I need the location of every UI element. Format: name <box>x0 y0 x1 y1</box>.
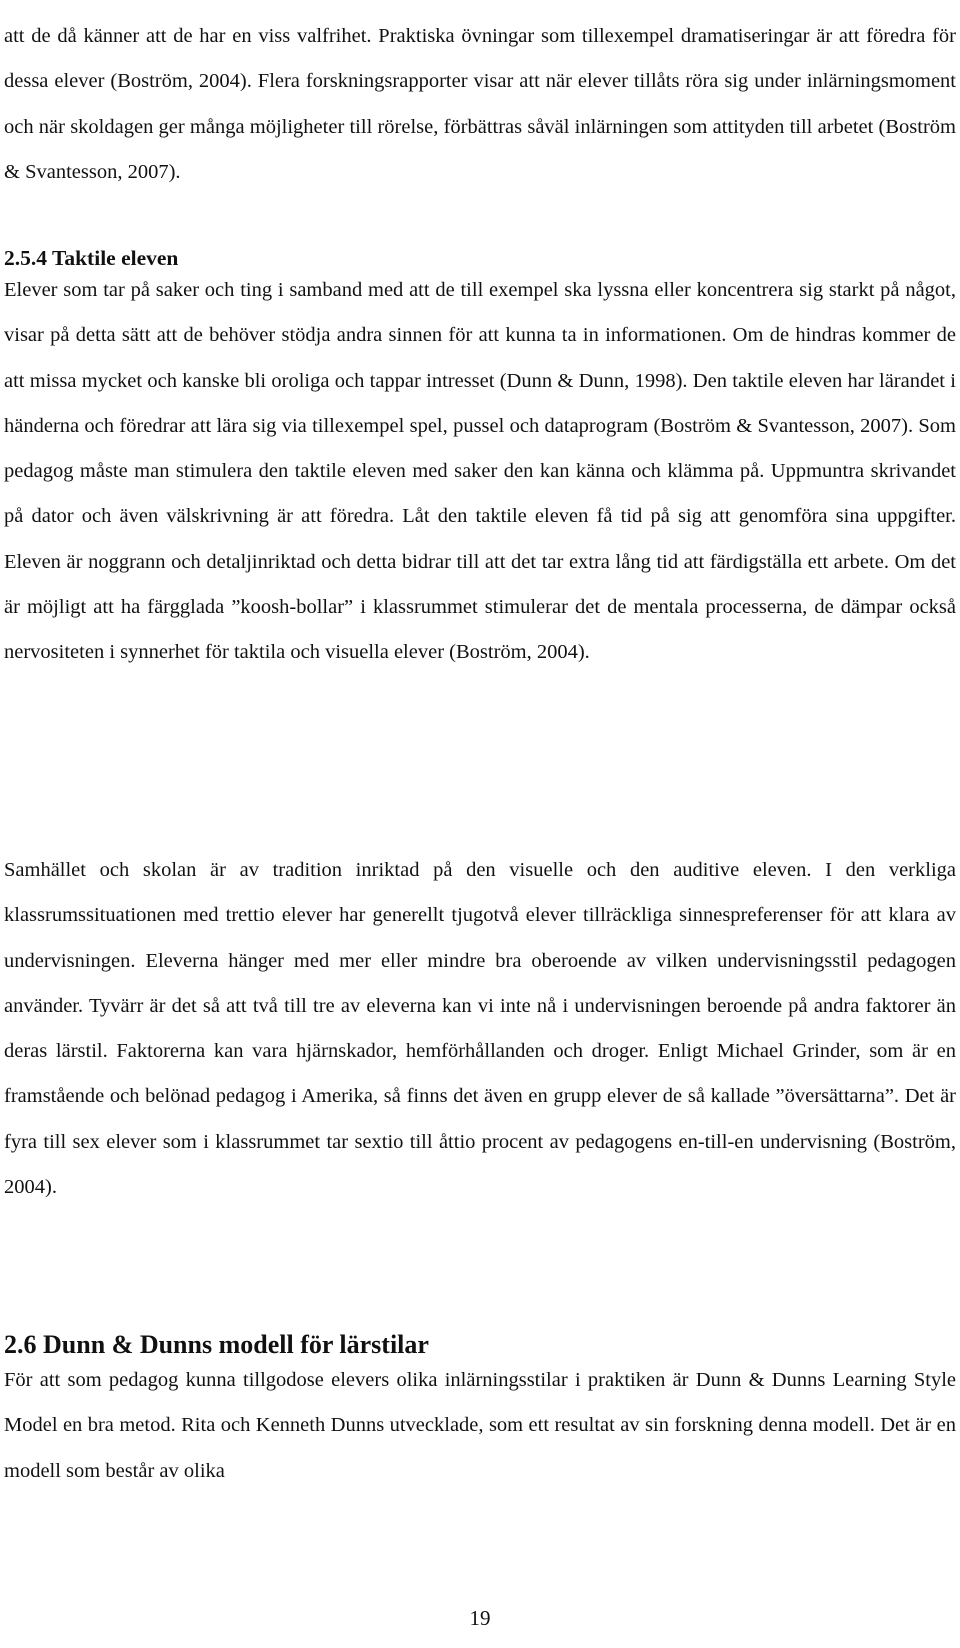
page-number: 19 <box>469 1606 491 1630</box>
paragraph-samhallet: Samhället och skolan är av tradition inriktad på den visuelle och den auditive eleven. I den verkliga klassrumssituationen med trettio elever har generellt tjugotvå elever tillräckliga sinnespreferenser för att klara av undervisningen. Eleverna hänger med mer eller mindre bra oberoende av vilken undervisningsstil pedagogen använder. Tyvärr är det så att två till tre av eleverna kan vi inte nå i undervisningen beroende på andra faktorer än deras lärstil. Faktorerna kan vara hjärnskador, hemförhållanden och droger. Enligt Michael Grinder, som är en framstående och belönad pedagog i Amerika, så finns det även en grupp elever de så kallade ”översättarna”. Det är fyra till sex elever som i klassrummet tar sextio till åttio procent av pedagogens en-till-en undervisning (Boström, 2004). <box>4 859 956 1199</box>
paragraph-taktile-eleven: Elever som tar på saker och ting i samband med att de till exempel ska lyssna eller koncentrera sig starkt på något, visar på detta sätt att de behöver stödja andra sinnen för att kunna ta in informationen. Om de hindras kommer de att missa mycket och kanske bli oroliga och tappar intresset (Dunn & Dunn, 1998). Den taktile eleven har lärandet i händerna och föredrar att lära sig via tillexempel spel, pussel och dataprogram (Boström & Svantesson, 2007). Som pedagog måste man stimulera den taktile eleven med saker den kan känna och klämma på. Uppmuntra skrivandet på dator och även välskrivning är att föredra. Låt den taktile eleven få tid på sig att genomföra sina uppgifter. Eleven är noggrann och detaljinriktad och detta bidrar till att det tar extra lång tid att färdigställa ett arbete. Om det är möjligt att ha färgglada ”koosh-bollar” i klassrummet stimulerar det de mentala processerna, de dämpar också nervositeten i synnerhet för taktila och visuella elever (Boström, 2004). <box>4 279 956 664</box>
paragraph-dunn-model: För att som pedagog kunna tillgodose elevers olika inlärningsstilar i praktiken är Dunn & Dunns Learning Style Model en bra metod. Rita och Kenneth Dunns utvecklade, som ett resultat av sin forskning denna modell. Det är en modell som består av olika <box>4 1369 956 1482</box>
section-heading-taktile: 2.5.4 Taktile eleven <box>4 246 179 270</box>
chapter-heading-dunn-model: 2.6 Dunn & Dunns modell för lärstilar <box>4 1330 429 1359</box>
paragraph-intro: att de då känner att de har en viss valfrihet. Praktiska övningar som tillexempel dramatiseringar är att föredra för dessa elever (Boström, 2004). Flera forskningsrapporter visar att när elever tillåts röra sig under inlärningsmoment och när skoldagen ger många möjligheter till rörelse, förbättras såväl inlärningen som attityden till arbetet (Boström & Svantesson, 2007). <box>4 25 956 183</box>
